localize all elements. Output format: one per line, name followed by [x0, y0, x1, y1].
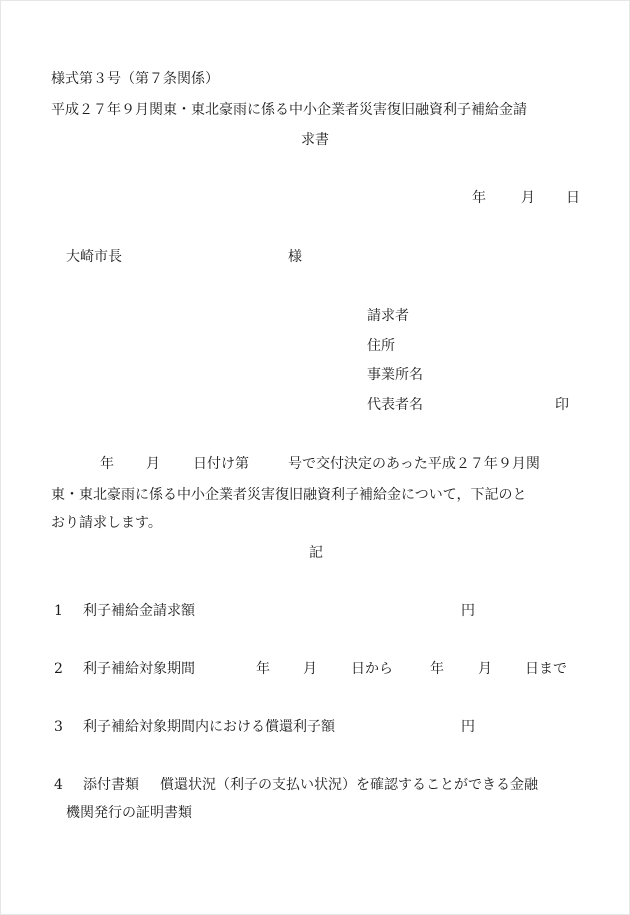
- form-number: 様式第３号（第７条関係）: [51, 71, 219, 87]
- body-line-3: おり請求します。: [51, 515, 162, 531]
- ki-heading: 記: [309, 545, 323, 561]
- title-line-1: 平成２７年９月関東・東北豪雨に係る中小企業者災害復旧融資利子補給金請: [51, 102, 527, 118]
- body-line-2: 東・東北豪雨に係る中小企業者災害復旧融資利子補給金について，下記のと: [51, 487, 527, 503]
- date-year: 年: [472, 190, 486, 206]
- item-3-number: 3: [54, 719, 63, 735]
- date-day: 日: [566, 190, 580, 206]
- item-4-number: 4: [54, 777, 63, 793]
- item-2-to-year: 年: [430, 661, 444, 677]
- claimant-office-name: 事業所名: [367, 367, 423, 383]
- item-3-label: 利子補給対象期間内における償還利子額: [83, 719, 335, 735]
- item-2-from-month: 月: [303, 661, 317, 677]
- item-2-number: 2: [54, 661, 63, 677]
- body-issue: 号で交付決定のあった平成２７年９月関: [288, 456, 540, 472]
- body-month: 月: [146, 456, 160, 472]
- item-2-to-month: 月: [478, 661, 492, 677]
- item-3-unit: 円: [461, 719, 475, 735]
- claimant-representative: 代表者名: [367, 397, 423, 413]
- body-year: 年: [100, 456, 114, 472]
- addressee-honorific: 様: [288, 249, 302, 265]
- claimant-heading: 請求者: [367, 308, 409, 324]
- item-4-desc-line-1: 償還状況（利子の支払い状況）を確認することができる金融: [160, 777, 538, 793]
- date-month: 月: [521, 190, 535, 206]
- item-1-unit: 円: [461, 603, 475, 619]
- item-1-number: 1: [54, 603, 63, 619]
- seal-mark: 印: [555, 397, 569, 413]
- claimant-address: 住所: [367, 338, 395, 354]
- item-2-label: 利子補給対象期間: [83, 661, 195, 677]
- item-1-label: 利子補給金請求額: [83, 603, 195, 619]
- title-line-2: 求書: [301, 132, 329, 148]
- item-2-from-year: 年: [256, 661, 270, 677]
- body-day-number: 日付け第: [193, 456, 249, 472]
- item-2-from-day: 日から: [351, 661, 393, 677]
- item-4-label: 添付書類: [83, 777, 139, 793]
- item-4-desc-line-2: 機関発行の証明書類: [66, 805, 192, 821]
- item-2-to-day: 日まで: [525, 661, 567, 677]
- addressee-name: 大崎市長: [66, 249, 122, 265]
